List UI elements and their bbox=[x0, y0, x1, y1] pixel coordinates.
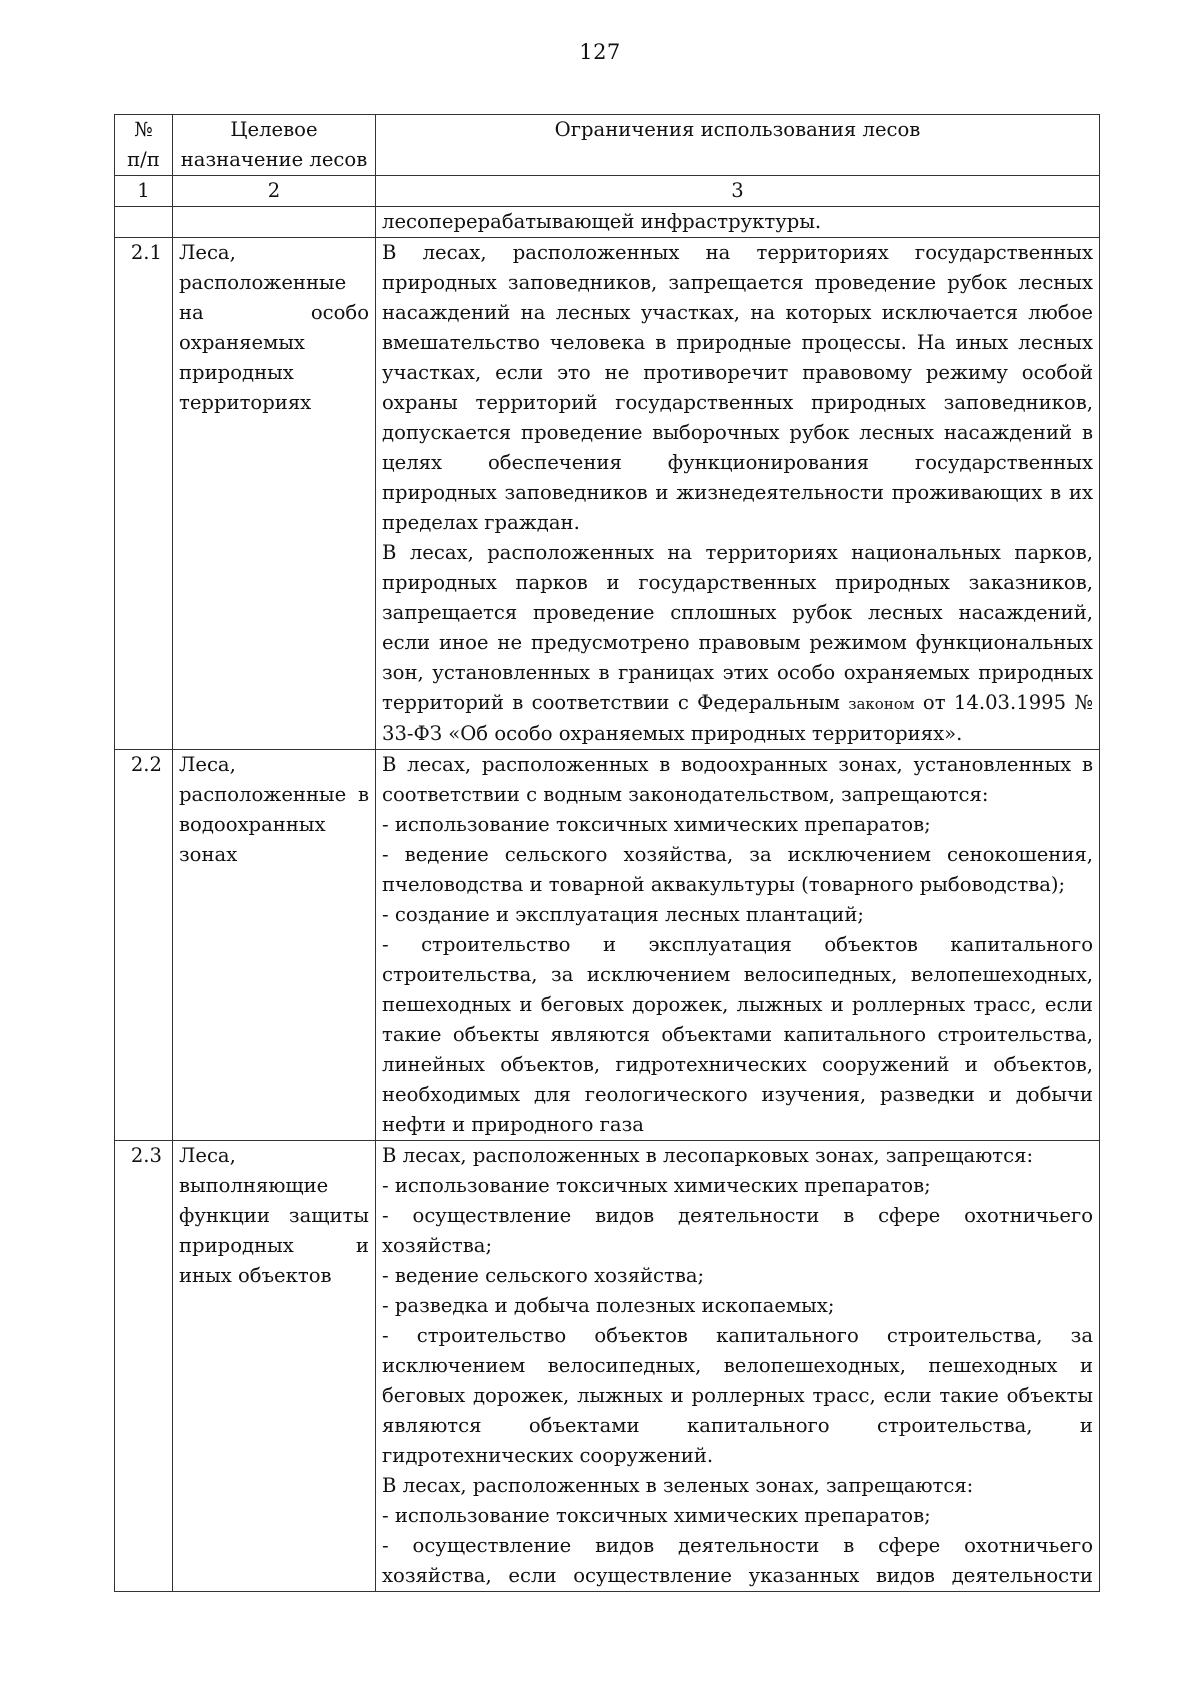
restriction-paragraph: - осуществление видов деятельности в сфере охотничьего хозяйства; bbox=[382, 1204, 1093, 1257]
restriction-paragraph: В лесах, расположенных в зеленых зонах, запрещаются: bbox=[382, 1474, 974, 1497]
restriction-paragraph: В лесах, расположенных в лесопарковых зонах, запрещаются: bbox=[382, 1144, 1034, 1167]
purpose-line: охраняемых bbox=[179, 331, 305, 354]
purpose-line: расположенные bbox=[179, 271, 347, 294]
restriction-paragraph: - разведка и добыча полезных ископаемых; bbox=[382, 1294, 835, 1317]
row-restrictions bbox=[376, 750, 1100, 1141]
purpose-line: выполняющие bbox=[179, 1174, 329, 1197]
purpose-line: Леса, bbox=[179, 753, 236, 776]
purpose-line: зонах bbox=[179, 843, 238, 866]
header-purpose-line-1: Целевое bbox=[230, 118, 318, 141]
restriction-paragraph: - использование токсичных химических препаратов; bbox=[382, 1504, 931, 1527]
row-restrictions bbox=[376, 238, 1100, 750]
purpose-line: природных bbox=[179, 361, 294, 384]
page-number: 127 bbox=[579, 40, 621, 64]
continuation-purpose bbox=[173, 207, 376, 238]
row-purpose bbox=[173, 750, 376, 1141]
table-row bbox=[115, 1141, 1100, 1592]
purpose-line: Леса, bbox=[179, 1144, 236, 1167]
restriction-text-small: законом bbox=[848, 695, 915, 713]
table-row bbox=[115, 750, 1100, 1141]
row-number: 2.3 bbox=[115, 1141, 173, 1592]
table-header-row bbox=[115, 115, 1100, 176]
purpose-line: функции защиты bbox=[179, 1204, 369, 1227]
restriction-paragraph: - осуществление видов деятельности в сфере охотничьего хозяйства, если осуществление указанных видов деятельности bbox=[382, 1534, 1093, 1587]
row-restrictions bbox=[376, 1141, 1100, 1592]
continuation-text: лесоперерабатывающей инфраструктуры. bbox=[376, 207, 1100, 238]
header-purpose bbox=[173, 115, 376, 176]
continuation-num bbox=[115, 207, 173, 238]
column-number-1: 1 bbox=[115, 176, 173, 207]
row-number: 2.2 bbox=[115, 750, 173, 1141]
purpose-line: иных объектов bbox=[179, 1264, 332, 1287]
header-restrictions: Ограничения использования лесов bbox=[376, 115, 1100, 176]
column-number-row bbox=[115, 176, 1100, 207]
header-number-line-2: п/п bbox=[127, 148, 160, 171]
restriction-paragraph: - строительство и эксплуатация объектов капитального строительства, за исключением велосипедных, велопешеходных, пешеходных и беговых дорожек, лыжных и роллерных трасс, если такие объекты являются объектами капитального строительства, линейных объектов, гидротехнических сооружений и объектов, необходимых для геологического изучения, разведки и добычи нефти и природного газа bbox=[382, 933, 1093, 1136]
restriction-paragraph: - использование токсичных химических препаратов; bbox=[382, 813, 931, 836]
restriction-paragraph: В лесах, расположенных на территориях государственных природных заповедников, запрещается проведение рубок лесных насаждений на лесных участках, на которых исключается любое вмешательство человека в природные процессы. На иных лесных участках, если это не противоречит правовому режиму особой охраны территорий государственных природных заповедников, допускается проведение выборочных рубок лесных насаждений в целях обеспечения функционирования государственных природных заповедников и жизнедеятельности проживающих в их пределах граждан. bbox=[382, 241, 1093, 534]
column-number-2: 2 bbox=[173, 176, 376, 207]
purpose-line: природных и bbox=[179, 1234, 369, 1257]
restriction-text: В лесах, расположенных на территориях национальных парков, природных парков и государственных природных заказников, запрещается проведение сплошных рубок лесных насаждений, если иное не предусмотрено правовым режимом функциональных зон, установленных в границах этих особо охраняемых природных территорий в соответствии с Федеральным bbox=[382, 541, 1093, 714]
restriction-text: от 14.03.1995 № 33-ФЗ «Об особо охраняемых природных территориях». bbox=[382, 691, 1094, 745]
row-purpose bbox=[173, 238, 376, 750]
restriction-paragraph bbox=[382, 538, 1093, 749]
row-purpose bbox=[173, 1141, 376, 1592]
purpose-line: территориях bbox=[179, 391, 312, 414]
purpose-line: на особо bbox=[179, 301, 369, 324]
purpose-line: расположенные в bbox=[179, 783, 369, 806]
column-number-3: 3 bbox=[376, 176, 1100, 207]
restriction-paragraph: - ведение сельского хозяйства; bbox=[382, 1264, 705, 1287]
restriction-paragraph: - создание и эксплуатация лесных плантаций; bbox=[382, 903, 864, 926]
restriction-paragraph: - ведение сельского хозяйства, за исключением сенокошения, пчеловодства и товарной аквакультуры (товарного рыбоводства); bbox=[382, 843, 1093, 896]
header-number bbox=[115, 115, 173, 176]
purpose-line: Леса, bbox=[179, 241, 236, 264]
restriction-paragraph: - использование токсичных химических препаратов; bbox=[382, 1174, 931, 1197]
header-number-line-1: № bbox=[134, 118, 153, 141]
restriction-paragraph: В лесах, расположенных в водоохранных зонах, установленных в соответствии с водным законодательством, запрещаются: bbox=[382, 753, 1093, 806]
table-row bbox=[115, 238, 1100, 750]
restriction-paragraph: - строительство объектов капитального строительства, за исключением велосипедных, велопешеходных, пешеходных и беговых дорожек, лыжных и роллерных трасс, если такие объекты являются объектами капитального строительства, и гидротехнических сооружений. bbox=[382, 1324, 1093, 1467]
continuation-row bbox=[115, 207, 1100, 238]
header-purpose-line-2: назначение лесов bbox=[180, 148, 368, 171]
restrictions-table bbox=[114, 114, 1100, 1592]
purpose-line: водоохранных bbox=[179, 813, 326, 836]
row-number: 2.1 bbox=[115, 238, 173, 750]
